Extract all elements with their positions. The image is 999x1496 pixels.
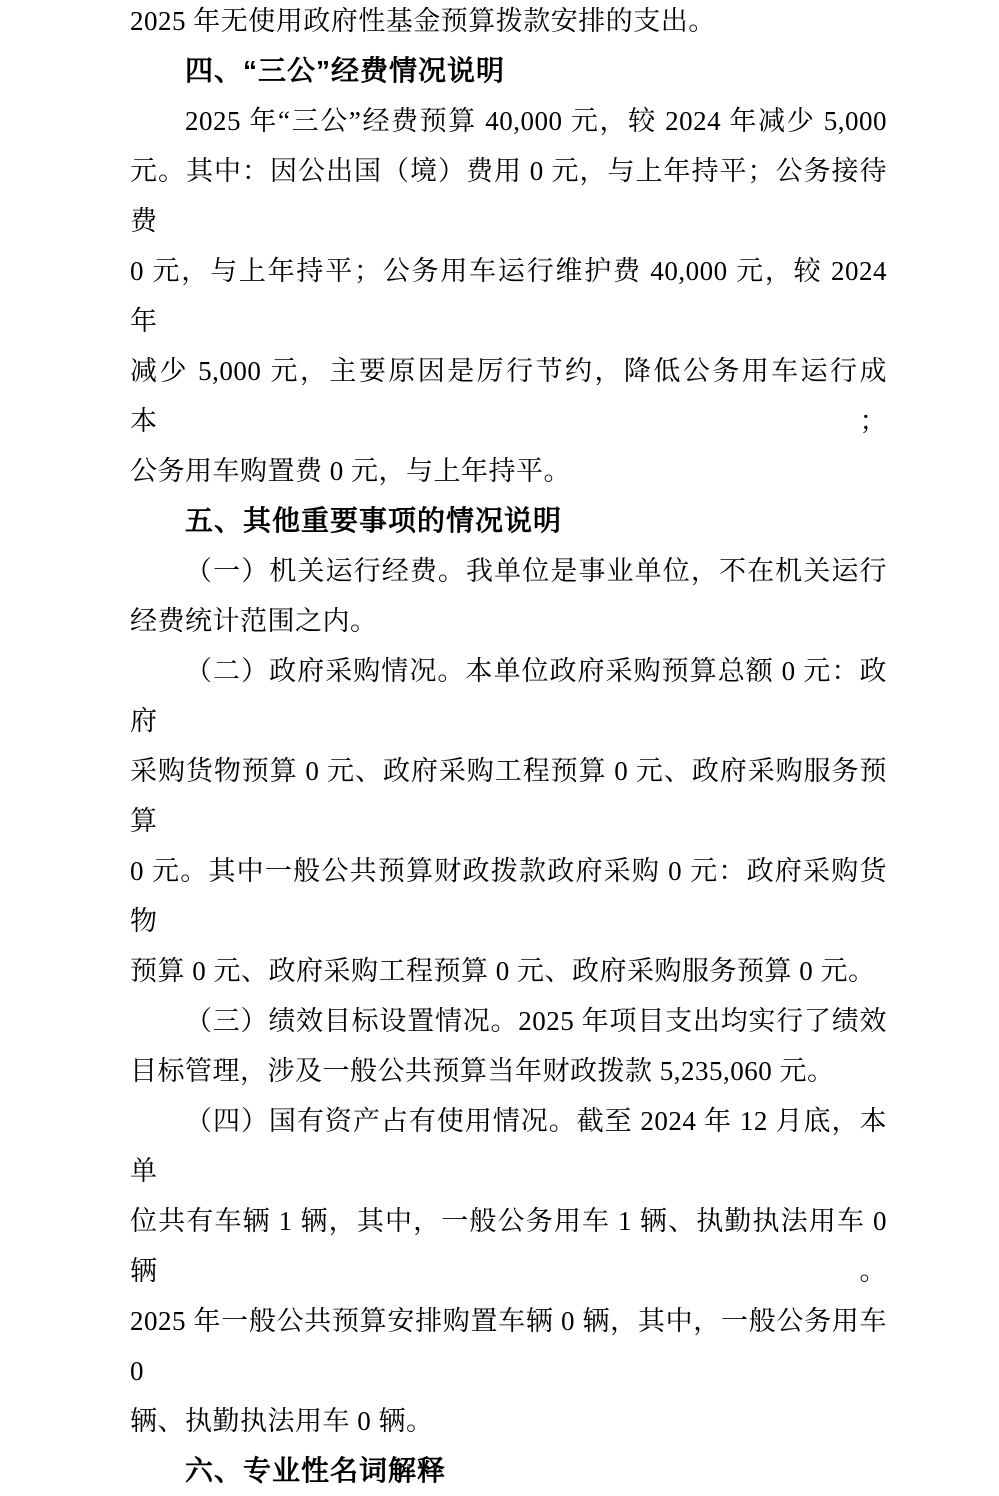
paragraph-line: 元。其中：因公出国（境）费用 0 元，与上年持平；公务接待费 xyxy=(130,156,887,236)
paragraph-line: 预算 0 元、政府采购工程预算 0 元、政府采购服务预算 0 元。 xyxy=(130,956,876,986)
document-text-block xyxy=(130,0,887,1496)
paragraph-line: 经费统计范围之内。 xyxy=(130,606,378,636)
paragraph-line: 辆、执勤执法用车 0 辆。 xyxy=(130,1406,434,1436)
section-heading-5: 五、其他重要事项的情况说明 xyxy=(185,505,563,536)
paragraph-line: 采购货物预算 0 元、政府采购工程预算 0 元、政府采购服务预算 xyxy=(130,756,887,836)
paragraph-line: 位共有车辆 1 辆，其中，一般公务用车 1 辆、执勤执法用车 0 辆。 xyxy=(130,1206,887,1286)
section-heading-6: 六、专业性名词解释 xyxy=(185,1455,447,1486)
paragraph-line: 减少 5,000 元，主要原因是厉行节约，降低公务用车运行成本； xyxy=(130,356,887,436)
paragraph-line: 2025 年一般公共预算安排购置车辆 0 辆，其中，一般公务用车 0 xyxy=(130,1306,887,1386)
paragraph-line: 2025 年无使用政府性基金预算拨款安排的支出。 xyxy=(130,6,716,36)
paragraph-line: （三）绩效目标设置情况。2025 年项目支出均实行了绩效 xyxy=(185,1006,887,1036)
section-heading-4: 四、“三公”经费情况说明 xyxy=(185,55,506,86)
paragraph-line: （四）国有资产占有使用情况。截至 2024 年 12 月底，本单 xyxy=(130,1106,887,1186)
paragraph-line: 公务用车购置费 0 元，与上年持平。 xyxy=(130,456,571,486)
paragraph-line: （二）政府采购情况。本单位政府采购预算总额 0 元：政府 xyxy=(130,656,887,736)
paragraph-line: 0 元，与上年持平；公务用车运行维护费 40,000 元，较 2024 年 xyxy=(130,256,887,336)
paragraph-line: （一）机关运行经费。我单位是事业单位，不在机关运行 xyxy=(185,556,887,586)
paragraph-line: 目标管理，涉及一般公共预算当年财政拨款 5,235,060 元。 xyxy=(130,1056,835,1086)
paragraph-line: 2025 年“三公”经费预算 40,000 元，较 2024 年减少 5,000 xyxy=(185,106,887,136)
paragraph-line: 0 元。其中一般公共预算财政拨款政府采购 0 元：政府采购货物 xyxy=(130,856,887,936)
